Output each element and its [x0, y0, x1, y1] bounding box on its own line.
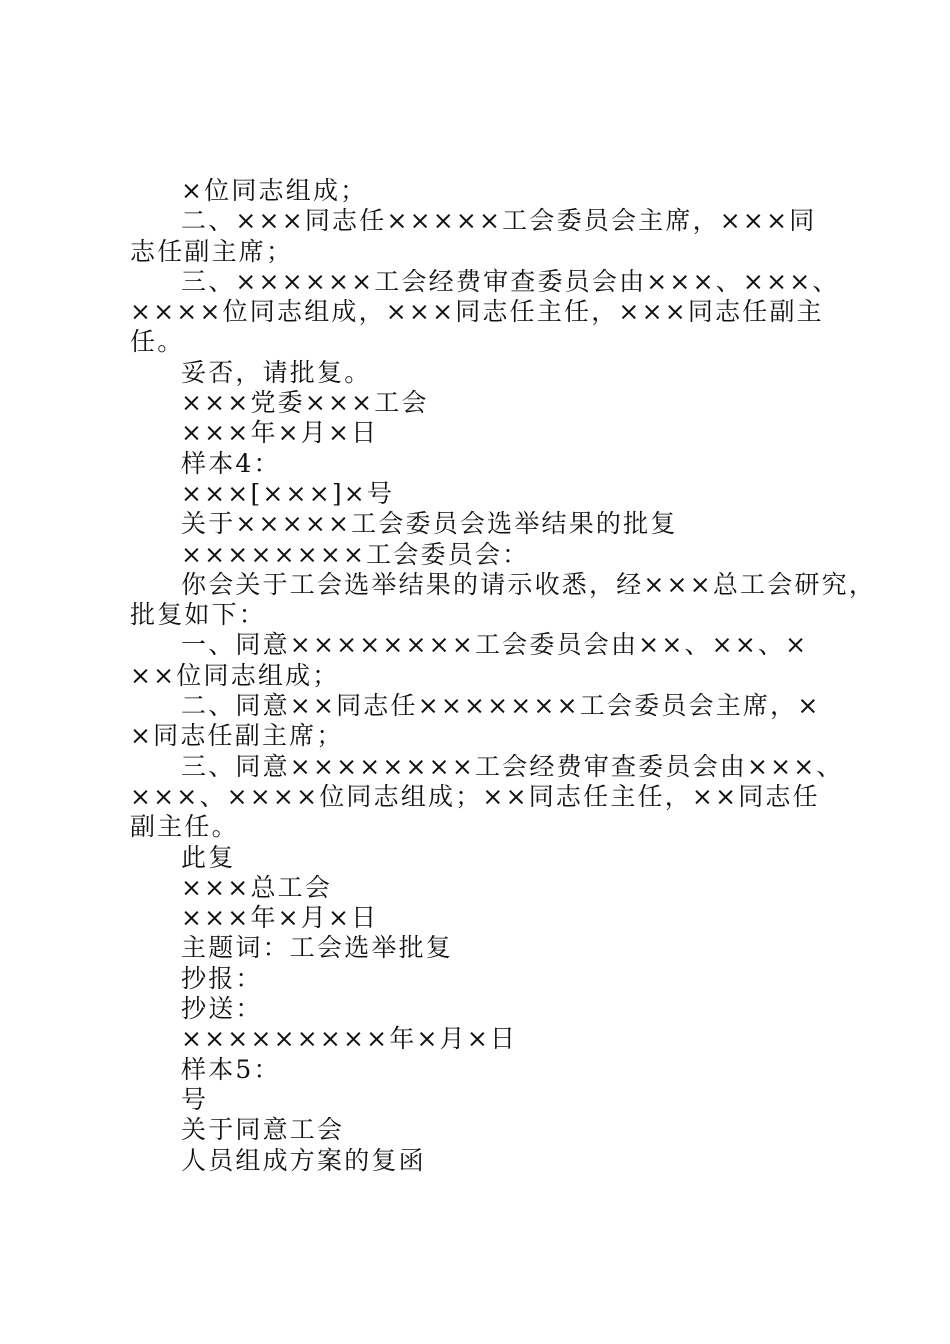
- text-line: 关于×××××工会委员会选举结果的批复: [181, 509, 678, 539]
- text-line: 号: [181, 1084, 209, 1114]
- text-line: 三、××××××工会经费审查委员会由×××、×××、: [181, 266, 840, 296]
- text-line: 人员组成方案的复函: [181, 1145, 426, 1175]
- text-line: 任。: [130, 327, 185, 357]
- text-line: ×××年×月×日: [181, 903, 379, 933]
- text-line: 抄报：: [181, 963, 263, 993]
- text-line: 主题词：工会选举批复: [181, 933, 454, 963]
- text-line: 三、同意××××××××工会经费审查委员会由×××、: [181, 751, 844, 781]
- text-line: ×同志任副主席；: [130, 721, 344, 751]
- text-line: 此复: [181, 842, 236, 872]
- document-body: [130, 176, 877, 1176]
- text-line: ×××党委×××工会: [181, 388, 429, 418]
- text-line: ×位同志组成；: [181, 176, 368, 205]
- text-line: 批复如下：: [130, 600, 267, 630]
- text-line: ××××××××工会委员会：: [181, 539, 530, 569]
- text-line: ××位同志组成；: [130, 660, 340, 690]
- text-line: 你会关于工会选举结果的请示收悉，经×××总工会研究，: [181, 569, 877, 599]
- text-line: 二、同意××同志任×××××××工会委员会主席，×: [181, 691, 821, 721]
- text-line: 样本4：: [181, 448, 281, 478]
- text-line: 一、同意××××××××工会委员会由××、××、×: [181, 630, 809, 660]
- text-line: ×××年×月×日: [181, 418, 379, 448]
- text-line: 样本5：: [181, 1054, 281, 1084]
- text-line: ×××[×××]×号: [181, 478, 395, 508]
- text-line: ×××总工会: [181, 872, 333, 902]
- text-line: 妥否，请批复。: [181, 357, 372, 387]
- text-line: 志任副主席；: [130, 236, 294, 266]
- text-line: 抄送：: [181, 994, 263, 1024]
- text-line: 副主任。: [130, 812, 239, 842]
- text-line: ×××、××××位同志组成；××同志任主任，××同志任: [130, 781, 820, 811]
- text-line: 二、×××同志任×××××工会委员会主席，×××同: [181, 206, 817, 236]
- text-line: 关于同意工会: [181, 1115, 345, 1145]
- text-line: ×××××××××年×月×日: [181, 1024, 518, 1054]
- text-line: ××××位同志组成，×××同志任主任，×××同志任副主: [130, 297, 824, 327]
